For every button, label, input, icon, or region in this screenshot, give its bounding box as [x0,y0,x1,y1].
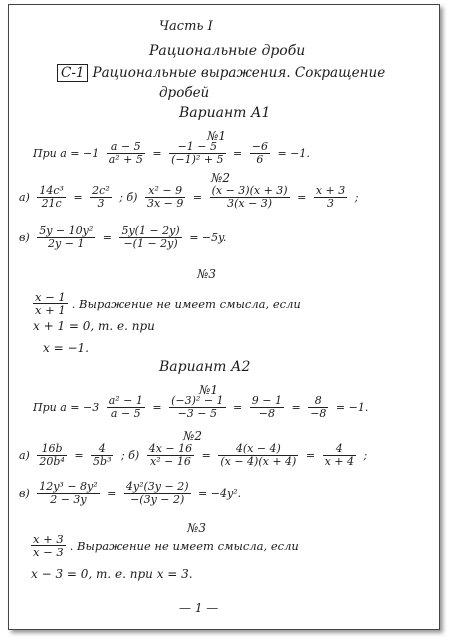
v2-t3-text2: x − 3 = 0, т. е. при x = 3. [31,567,193,581]
v1-task2-line-c: в) $\frac{\text{5y − 10y²}}{2y - 1}$ = $\frac{5y(1 - 2y)}{-(1 - 2y)}$ = −5y. [19,224,227,250]
v1-t2c-label: в) [19,231,30,244]
v1-task3-label: №3 [197,267,216,281]
v2-t1-prefix: При a = −3 [33,401,100,414]
notebook-page [8,4,440,630]
section-code: С-1 [57,64,88,82]
v2-t3-text1: . Выражение не имеет смысла, если [69,538,299,553]
part-title: Часть I [159,19,213,34]
v2-t2a-fraction-2: $\frac{4}{\text{5b³}}$ [93,442,112,468]
v1-t3-text3: x = −1. [43,341,89,355]
v2-task1-label: №1 [199,383,218,397]
v1-t2b-fraction-2: $\frac{(x - 3)(x + 3)}{3(x - 3)}$ [211,184,288,210]
section-title-line1: Рациональные выражения. Сокращение [92,65,386,81]
v2-t2b-fraction-3: $\frac{4}{x + 4}$ [324,442,354,468]
v1-t2c-fraction-2: $\frac{5y(1 - 2y)}{-(1 - 2y)}$ [121,224,180,250]
v1-task2-line-ab: а) $\frac{\text{14c³}}{21c}$ = $\frac{\text{2c²}}{3}$ ; б) $\frac{\text{x² − 9}}{3x - 9}$ = $\frac{(x - 3)(x + 3)}{3(x - 3)}$ = $\frac{x + 3}{3}$ ; [19,184,359,210]
variant-a1-title: Вариант А1 [179,105,271,121]
v2-t1-fraction-2: $\frac{\text{(−3)² − 1}}{-3 - 5}$ [171,394,224,420]
v1-task1-line: При a = −1 $\frac{a - 5}{\text{a² + 5}}$ = $\frac{-1 - 5}{\text{(−1)² + 5}}$ = $\frac{-6}{6}$ = −1. [33,140,310,166]
v1-t3-fraction: $\frac{x - 1}{x + 1}$ [35,290,66,317]
v2-t1-result: = −1. [335,401,369,414]
v2-t2c-result: = −4y². [198,487,242,500]
v2-task3-line1 [29,533,301,558]
v2-t2c-label: в) [19,487,30,500]
v2-t3-fraction: $\frac{x + 3}{x - 3}$ [33,532,64,559]
v2-task3-label: №3 [187,521,206,535]
v2-t2b-fraction-2: $\frac{4(x - 4)}{(x - 4)(x + 4)}$ [220,442,297,468]
v1-task2-label: №2 [211,171,230,185]
v1-task1-label: №1 [207,129,226,143]
v1-t2b-fraction-1: $\frac{\text{x² − 9}}{3x - 9}$ [146,184,184,210]
v2-task2-line-c: в) $\frac{\text{12y³ − 8y²}}{2 - 3y}$ = $\frac{\text{4y²(3y − 2)}}{-(3y - 2)}$ = −4y². [19,480,242,506]
section-title-line2: дробей [159,85,210,101]
v2-task1-line: При a = −3 $\frac{\text{a² − 1}}{a - 5}$ = $\frac{\text{(−3)² − 1}}{-3 - 5}$ = $\frac{9 - 1}{-8}$ = $\frac{8}{-8}$ = −1. [33,394,369,420]
v1-task3-line1 [31,291,303,316]
v2-t2b-fraction-1: $\frac{4x - 16}{\text{x² − 16}}$ [148,442,193,468]
page-number: — 1 — [179,601,219,615]
v1-t3-text1: . Выражение не имеет смысла, если [71,296,301,311]
v1-t1-prefix: При a = −1 [33,147,100,160]
v2-t2c-fraction-2: $\frac{\text{4y²(3y − 2)}}{-(3y - 2)}$ [125,480,189,506]
v2-t2c-fraction-1: $\frac{\text{12y³ − 8y²}}{2 - 3y}$ [39,480,98,506]
v2-t2a-label: а) [19,449,30,462]
v2-task2-label: №2 [183,429,202,443]
v1-t1-fraction-2: $\frac{-1 - 5}{\text{(−1)² + 5}}$ [171,140,224,166]
v2-t1-fraction-3: $\frac{9 - 1}{-8}$ [251,394,282,420]
topic-title: Рациональные дроби [149,43,306,59]
v1-t2c-fraction-1: $\frac{\text{5y − 10y²}}{2y - 1}$ [39,224,94,250]
v1-t2a-label: а) [19,191,30,204]
variant-a2-title: Вариант А2 [159,359,251,375]
v1-t2b-label: ; б) [119,191,138,204]
v2-t2a-fraction-1: $\frac{16b}{\text{20b⁴}}$ [39,442,65,468]
v2-t2b-label: ; б) [120,449,140,462]
v1-t2a-fraction-1: $\frac{\text{14c³}}{21c}$ [39,184,64,210]
v1-t1-fraction-3: $\frac{-6}{6}$ [251,140,268,166]
v2-task2-line-ab: а) $\frac{16b}{\text{20b⁴}}$ = $\frac{4}{\text{5b³}}$ ; б) $\frac{4x - 16}{\text{x² − 16}}$ = $\frac{4(x - 4)}{(x - 4)(x + 4)}$ = $\frac{4}{x + 4}$ ; [19,442,368,468]
v1-t2c-result: = −5y. [189,231,227,244]
v1-t2a-fraction-2: $\frac{\text{2c²}}{3}$ [92,184,110,210]
v1-t3-text2: x + 1 = 0, т. е. при [33,319,155,333]
v1-t1-result: = −1. [277,147,310,160]
v1-t1-fraction-1: $\frac{a - 5}{\text{a² + 5}}$ [108,140,143,166]
v2-t1-fraction-4: $\frac{8}{-8}$ [310,394,327,420]
section-heading [57,65,385,81]
v2-t1-fraction-1: $\frac{\text{a² − 1}}{a - 5}$ [108,394,143,420]
v1-t2b-fraction-3: $\frac{x + 3}{3}$ [315,184,346,210]
